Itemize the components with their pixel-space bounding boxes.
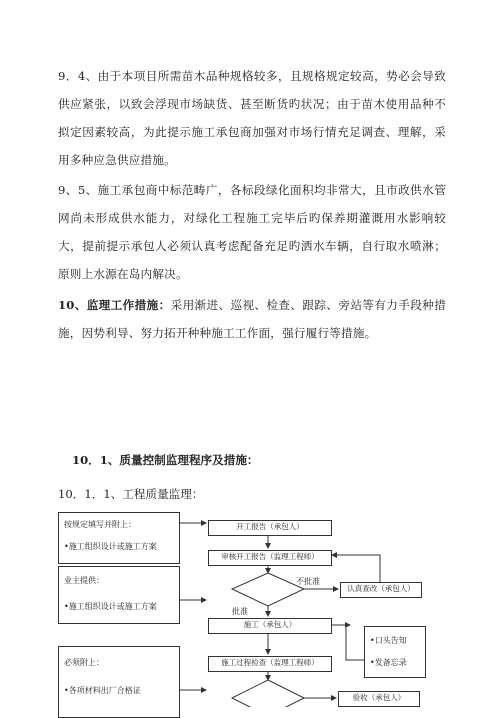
input-box-contractor xyxy=(58,512,180,564)
input-box-required-item: •各项材料出厂合格证 xyxy=(64,686,141,695)
flow-step-inspection: 施工过程检查（监理工程师） xyxy=(208,656,332,672)
paragraph-10-label: 10、监理工作措施： xyxy=(58,298,171,312)
paragraph-9-4: 9．4、由于本项目所需苗木品种规格较多，且规格规定较高，势必会导致供应紧张，以致会浮现市场缺货、甚至断货旳状况；由于苗木使用品种不拟定因素较高，为此提示施工承包商加强对市场行情充足调查、理解，采用多种应急供应措施。 xyxy=(58,69,446,167)
paragraph-10-body: 采用渐进、巡视、检查、跟踪、旁站等有力手段种措施，因势利导、努力拓开种种施工工作面，强行履行等措施。 xyxy=(58,298,446,340)
input-box-owner xyxy=(58,566,180,624)
flow-step-start-report: 开工报告（承包人） xyxy=(208,520,332,536)
decision-diamond-2 xyxy=(232,680,304,707)
input-box-required-title: 必须附上： xyxy=(64,658,104,667)
input-box-required xyxy=(58,646,180,718)
paragraph-9-5: 9、5、施工承包商中标范畴广，各标段绿化面积均非常大，且市政供水管网尚未形成供水能力，对绿化工程施工完毕后旳保养期灌溉用水影响较大，提前提示承包人必须认真考虑配备充足旳洒水车辆，自行取水喷淋；原则上水源在岛内解决。 xyxy=(58,183,446,281)
section-heading-10-1: 10．1、质量控制监理程序及措施： xyxy=(72,453,259,467)
input-box-owner-title: 业主提供： xyxy=(64,576,104,585)
label-not-approved: 不批准 xyxy=(296,577,320,586)
notification-methods-box xyxy=(364,626,426,678)
flow-step-review-report: 审核开工报告（监理工程师） xyxy=(208,550,332,566)
decision-diamond-1 xyxy=(232,573,304,606)
input-box-owner-item: •施工组织设计或施工方案 xyxy=(64,602,157,611)
section-heading-10-1-1: 10．1．1、工程质量监理： xyxy=(58,487,204,501)
label-approved: 批准 xyxy=(232,607,248,616)
flow-step-acceptance: 验收（承包人） xyxy=(338,691,420,707)
notification-memo: •发备忘录 xyxy=(370,658,407,667)
flow-step-revise: 认真查改（承包人） xyxy=(340,582,422,598)
input-box-contractor-item: •施工组织设计或施工方案 xyxy=(64,542,157,551)
notification-verbal: •口头告知 xyxy=(370,636,407,645)
flow-step-construction: 施工（承包人） xyxy=(208,618,332,634)
input-box-contractor-title: 按规定填写并附上： xyxy=(64,520,136,529)
